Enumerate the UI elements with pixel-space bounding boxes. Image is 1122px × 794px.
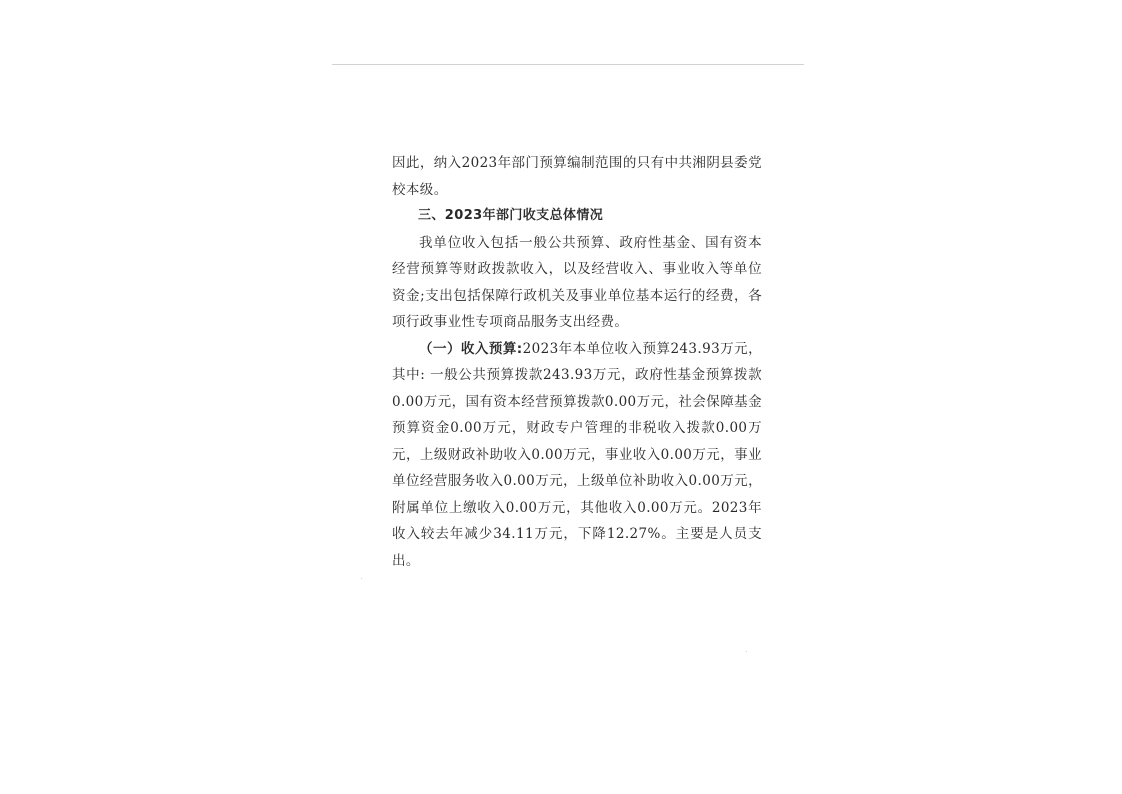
scan-speck (746, 651, 747, 652)
paragraph-income-budget (392, 336, 762, 575)
section-heading: 三、2023年部门收支总体情况 (418, 208, 604, 223)
paragraph-scope: 因此，纳入2023年部门预算编制范围的只有中共湘阴县委党校本级。 (392, 155, 762, 198)
paragraph-overview: 我单位收入包括一般公共预算、政府性基金、国有资本经营预算等财政拨款收入，以及经营收入、事业收入等单位资金;支出包括保障行政机关及事业单位基本运行的经费，各项行政事业性专项商品服务支出经费。 (392, 234, 762, 330)
income-budget-lead: （一）收入预算: (419, 340, 523, 357)
document-body (392, 150, 762, 574)
income-budget-text: 2023年本单位收入预算243.93万元，其中: 一般公共预算拨款243.93万元，政府性基金预算拨款0.00万元，国有资本经营预算拨款0.00万元，社会保障基金预算资金0.00万元，财政专户管理的非税收入拨款0.00万元，上级财政补助收入0.00万元，事业收入0.00万元，事业单位经营服务收入0.00万元，上级单位补助收入0.00万元，附属单位上缴收入0.00万元，其他收入0.00万元。2023年收入较去年减少34.11万元，下降12.27%。主要是人员支出。 (392, 340, 762, 569)
scan-speck (361, 578, 362, 579)
header-rule (332, 64, 804, 65)
